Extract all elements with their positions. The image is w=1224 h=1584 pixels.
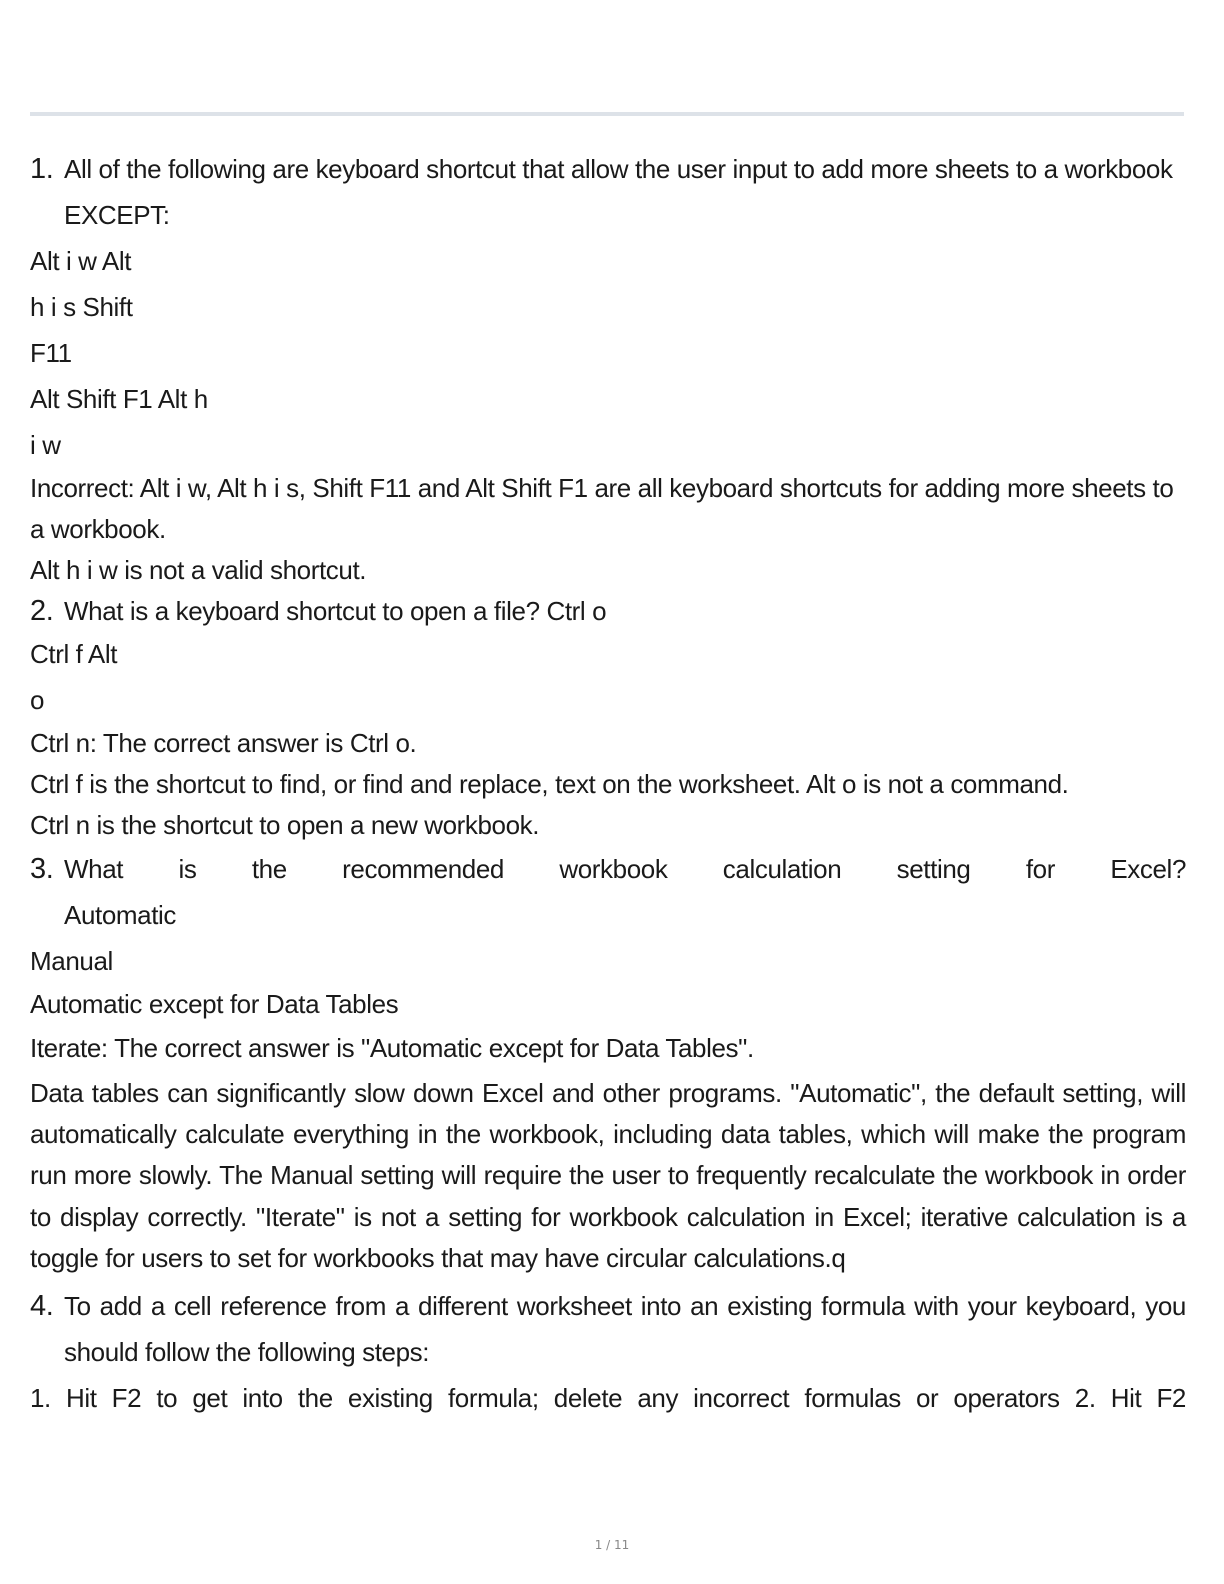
answer-text: Iterate: The correct answer is "Automatic except for Data Tables". [30, 1033, 754, 1063]
question-number: 1. [30, 153, 54, 185]
explanation-text: Ctrl f is the shortcut to find, or find and replace, text on the worksheet. Alt o is not a command. [30, 769, 1069, 799]
question-3 [30, 846, 1186, 938]
document-body [30, 146, 1186, 1421]
option-line: Alt i w Alt [30, 246, 132, 276]
question-text: All of the following are keyboard shortcut that allow the user input to add more sheets to a workbook EXCEPT: [64, 154, 1173, 230]
question-text: What is the recommended workbook calculation setting for Excel? [64, 854, 1186, 884]
page-number: 1 / 11 [594, 1538, 630, 1552]
header-divider [30, 112, 1184, 116]
question-number: 3. [30, 853, 54, 885]
option-line: h i s Shift [30, 292, 133, 322]
question-2 [30, 591, 1186, 631]
explanation-paragraph: Data tables can significantly slow down Excel and other programs. "Automatic", the default setting, will automatically calculate everything in the workbook, including data tables, which will make the program run more slowly. The Manual setting will require the user to frequently recalculate the workbook in order to display correctly. "Iterate" is not a setting for workbook calculation in Excel; iterative calculation is a toggle for users to set for workbooks that may have circular calculations.q [30, 1078, 1186, 1273]
explanation-text: Incorrect: Alt i w, Alt h i s, Shift F11 and Alt Shift F1 are all keyboard shortcuts for adding more sheets to a workbook. [30, 473, 1174, 544]
question-number: 2. [30, 595, 54, 627]
explanation-text: Ctrl n is the shortcut to open a new workbook. [30, 810, 540, 840]
question-4 [30, 1283, 1186, 1375]
question-1 [30, 146, 1186, 238]
option-line: o [30, 685, 45, 715]
option-line: Alt Shift F1 Alt h [30, 384, 208, 414]
explanation-text: Alt h i w is not a valid shortcut. [30, 555, 367, 585]
option-line: Ctrl f Alt [30, 639, 118, 669]
answer-text: Ctrl n: The correct answer is Ctrl o. [30, 728, 417, 758]
question-number: 4. [30, 1290, 54, 1323]
option-line: F11 [30, 338, 72, 368]
step-text: 1. Hit F2 to get into the existing formula; delete any incorrect formulas or operators 2. Hit F2 [30, 1383, 1186, 1414]
question-text-continued: Automatic [64, 900, 177, 930]
option-line: i w [30, 430, 61, 460]
option-line: Manual [30, 946, 113, 976]
question-text: To add a cell reference from a different worksheet into an existing formula with your keyboard, you should follow the following steps: [64, 1291, 1186, 1368]
option-line: Automatic except for Data Tables [30, 989, 399, 1019]
question-text: What is a keyboard shortcut to open a file? Ctrl o [64, 596, 607, 626]
